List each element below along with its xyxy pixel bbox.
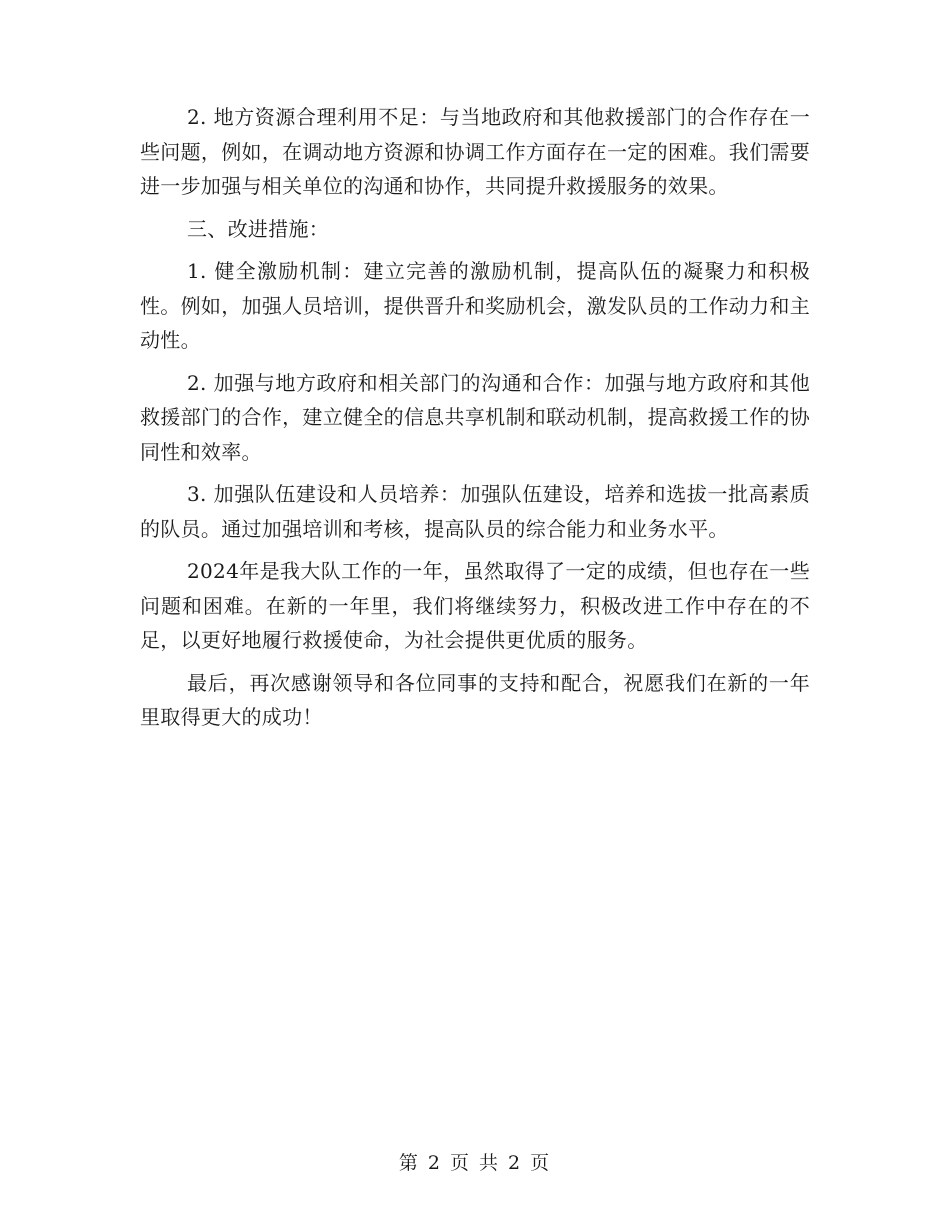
paragraph-incentive-mechanism: 1. 健全激励机制：建立完善的激励机制，提高队伍的凝聚力和积极性。例如，加强人员培训，提供晋升和奖励机会，激发队员的工作动力和主动性。 <box>140 259 810 352</box>
paragraph-communication-cooperation: 2. 加强与地方政府和相关部门的沟通和合作：加强与地方政府和其他救援部门的合作，建立健全的信息共享机制和联动机制，提高救援工作的协同性和效率。 <box>140 370 810 464</box>
paragraph-closing-thanks: 最后，再次感谢领导和各位同事的支持和配合，祝愿我们在新的一年里取得更大的成功！ <box>140 670 810 729</box>
paragraph-team-building: 3. 加强队伍建设和人员培养：加强队伍建设，培养和选拔一批高素质的队员。通过加强培训和考核，提高队员的综合能力和业务水平。 <box>140 482 810 541</box>
paragraph-local-resources: 2. 地方资源合理利用不足：与当地政府和其他救援部门的合作存在一些问题，例如，在调动地方资源和协调工作方面存在一定的困难。我们需要进一步加强与相关单位的沟通和协作，共同提升救援服务的效果。 <box>140 105 810 198</box>
section-heading-improvements: 三、改进措施： <box>187 216 330 241</box>
document-body <box>140 100 810 735</box>
page-number-footer: 第 2 页 共 2 页 <box>398 1152 552 1174</box>
paragraph-year-summary: 2024年是我大队工作的一年，虽然取得了一定的成绩，但也存在一些问题和困难。在新的一年里，我们将继续努力，积极改进工作中存在的不足，以更好地履行救援使命，为社会提供更优质的服务。 <box>140 559 810 652</box>
